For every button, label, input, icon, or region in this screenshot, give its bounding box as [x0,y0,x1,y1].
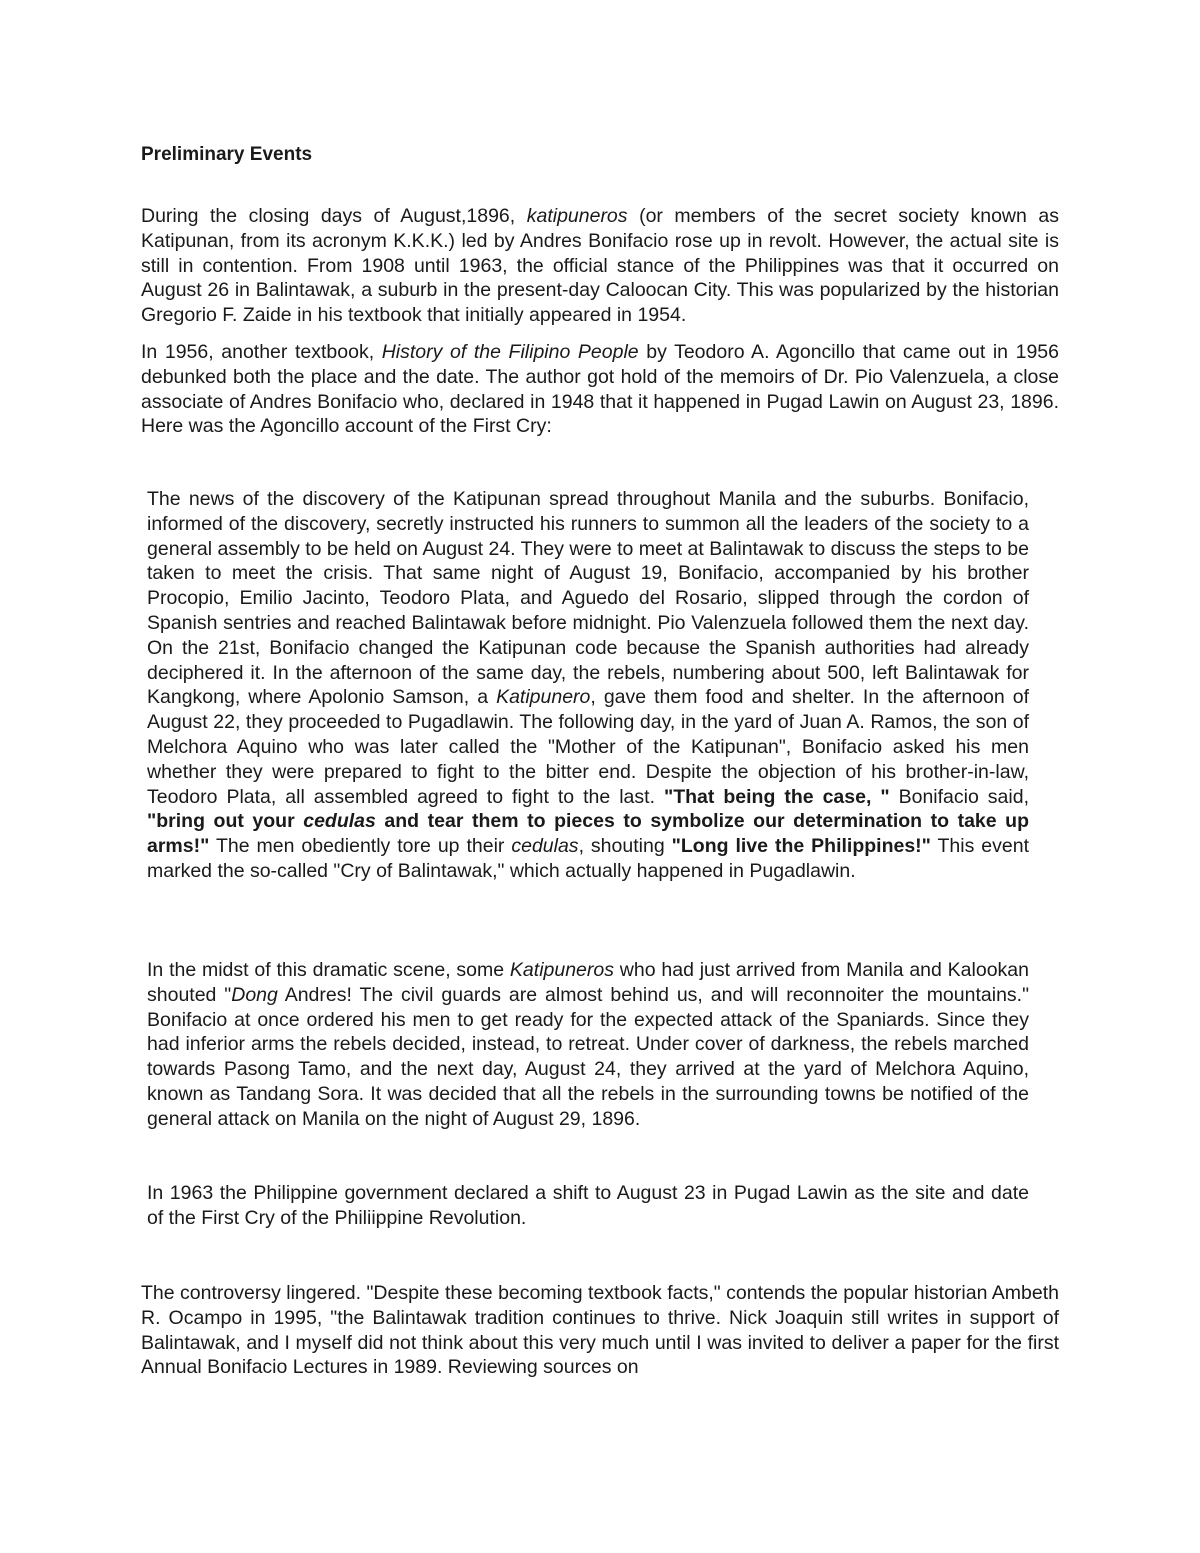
quote2-text-3: Andres! The civil guards are almost behind us, and will reconnoiter the mountains." Bonifacio at once ordered his men to get ready for the expected attack of the Spaniards. Since they had inferior arms the rebels decided, instead, to retreat. Under cover of darkness, the rebels marched towards Pasong Tamo, and the next day, August 24, they arrived at the yard of Melchora Aquino, known as Tandang Sora. It was decided that all the rebels in the surrounding towns be notified of the general attack on Manila on the night of August 29, 1896. [147,983,1030,1130]
section-heading: Preliminary Events [141,144,313,165]
quote1-text-6: This event marked the so-called "Cry of Balintawak," which actually happened in Pugadlawin. [147,835,1030,882]
quote1-italic-2: cedulas [511,835,579,858]
quote1-bold-italic [303,810,376,832]
quote1-bold-4: "Long live the Philippines!" [671,835,931,858]
quote1-text-5: , shouting [578,835,672,858]
quote1-italic-1: Katipunero [496,686,591,709]
intro-text-2: (or members of the secret society known as Katipunan, from its acronym K.K.K.) led by Andres Bonifacio rose up in revolt. However, the actual site is still in contention. From 1908 until 1963, the official stance of the Philippines was that it occurred on August 26 in Balintawak, a suburb in the present-day Caloocan City. This was popularized by the historian Gregorio F. Zaide in his textbook that initially appeared in 1954. [141,205,1059,327]
agoncillo-paragraph [141,340,1059,439]
quote-paragraph-1 [147,487,1029,884]
quote1-text-1: The news of the discovery of the Katipunan spread throughout Manila and the suburbs. Bonifacio, informed of the discovery, secretly instructed his runners to summon all the leaders of the society to a general assembly to be held on August 24. They were to meet at Balintawak to discuss the steps to be taken to meet the crisis. That same night of August 19, Bonifacio, accompanied by his brother Procopio, Emilio Jacinto, Teodoro Plata, and Aguedo del Rosario, slipped through the cordon of Spanish sentries and reached Balintawak before midnight. Pio Valenzuela followed them the next day. On the 21st, Bonifacio changed the Katipunan code because the Spanish authorities had already deciphered it. In the afternoon of the same day, the rebels, numbering about 500, left Balintawak for Kangkong, where Apolonio Samson, a [147,488,1029,709]
intro-paragraph [141,204,1059,328]
quote1-cedulas-emphasis: cedulas [303,810,376,833]
quote-paragraph-3: In 1963 the Philippine government declared a shift to August 23 in Pugad Lawin as the site and date of the First Cry of the Philiippine Revolution. [147,1182,1029,1229]
quote-paragraph-2 [147,958,1029,1132]
quote2-italic-1: Katipuneros [509,959,614,981]
quote1-text-3: Bonifacio said, [889,785,1029,808]
quote1-bold-2: "bring out your [147,810,304,833]
quote1-bold-3: and tear them to pieces to symbolize our determination to take up arms!" [147,810,1029,858]
quote2-text-2: who had just arrived from Manila and Kalookan shouted " [147,959,1029,1006]
quote1-text-2: , gave them food and shelter. In the afternoon of August 22, they proceeded to Pugadlawin. The following day, in the yard of Juan A. Ramos, the son of Melchora Aquino who was later called the "Mother of the Katipunan", Bonifacio asked his men whether they were prepared to fight to the bitter end. Despite the objection of his brother-in-law, Teodoro Plata, all assembled agreed to fight to the last. [147,686,1029,808]
quote1-bold-1: "That being the case, " [663,785,890,808]
intro-text-1: During the closing days of August,1896, [141,205,527,227]
quote1-text-4: The men obediently tore up their [209,835,512,858]
agoncillo-text-2: by Teodoro A. Agoncillo that came out in 1956 debunked both the place and the date. The author got hold of the memoirs of Dr. Pio Valenzuela, a close associate of Andres Bonifacio who, declared in 1948 that it happened in Pugad Lawin on August 23, 1896. Here was the Agoncillo account of the First Cry: [141,341,1059,438]
agoncillo-text-1: In 1956, another textbook, [141,341,382,363]
controversy-paragraph: The controversy lingered. "Despite these becoming textbook facts," contends the popular historian Ambeth R. Ocampo in 1995, "the Balintawak tradition continues to thrive. Nick Joaquin still writes in support of Balintawak, and I myself did not think about this very much until I was invited to deliver a paper for the first Annual Bonifacio Lectures in 1989. Reviewing sources on [141,1282,1059,1379]
quote2-text-1: In the midst of this dramatic scene, some [147,959,510,981]
quote2-italic-2: Dong [231,983,278,1006]
intro-italic-term: katipuneros [526,205,628,227]
book-title: History of the Filipino People [381,341,639,363]
